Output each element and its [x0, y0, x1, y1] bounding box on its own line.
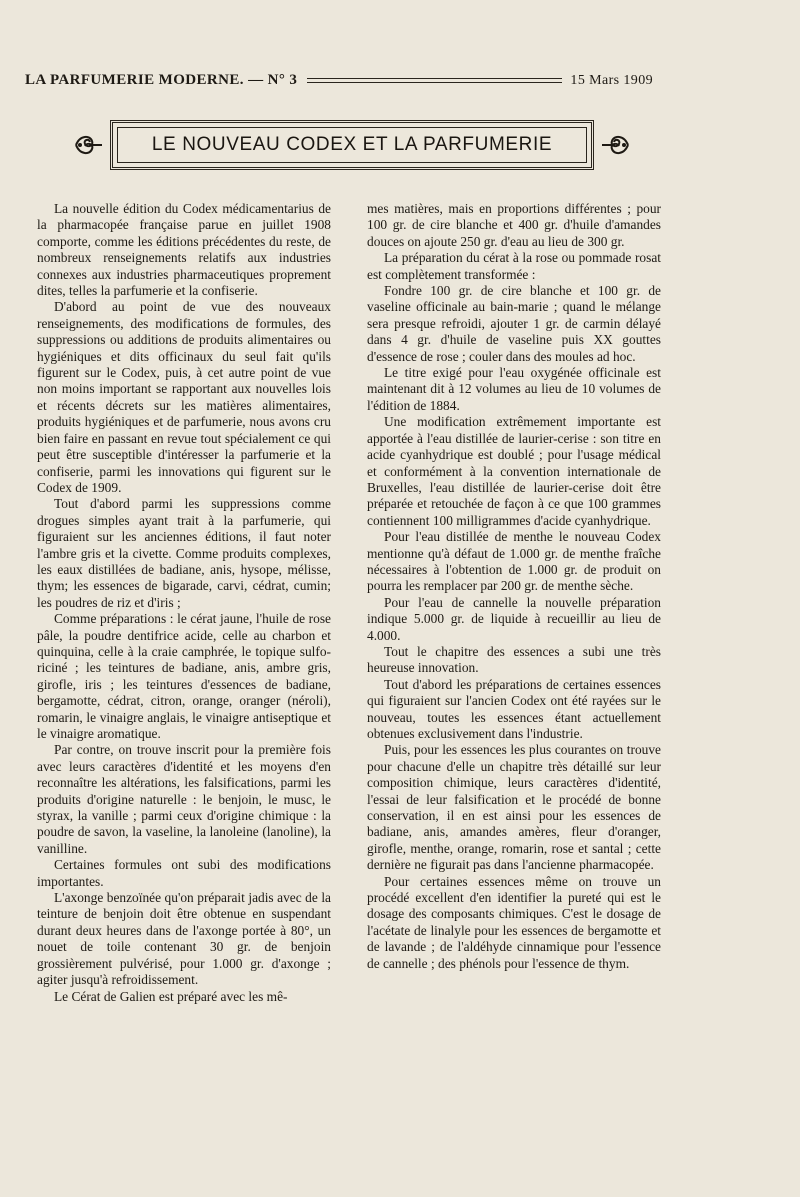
- paragraph: Certaines formules ont subi des modifications importantes.: [37, 857, 331, 889]
- paragraph: Fondre 100 gr. de cire blanche et 100 gr. de vaseline officinale au bain-marie ; quand le mélange sera presque refroidi, ajouter 1 gr. de carmin délayé dans 4 gr. d'huile de vaseline puis XX gouttes d'essence de rose ; couler dans des moules ad hoc.: [367, 283, 661, 364]
- paragraph: Par contre, on trouve inscrit pour la première fois avec leurs caractères d'identité et les moyens d'en reconnaître les altérations, les falsifications, parmi les produits d'origine naturelle : le benjoin, le musc, le styrax, la vanille ; parmi ceux d'origine chimique : la poudre de savon, la vaseline, la lanoleine (lanoline), la vanilline.: [37, 742, 331, 856]
- running-head: [25, 72, 653, 89]
- paragraph: Tout d'abord parmi les suppressions comme drogues simples ayant trait à la parfumerie, qui figuraient sur les anciennes éditions, il faut noter l'ambre gris et la civette. Comme produits complexes, les eaux distillées de badiane, anis, hysope, mélisse, thym; les essences de bigarade, carvi, cédrat, cumin; les poudres de riz et d'iris ;: [37, 496, 331, 610]
- title-frame: [110, 120, 594, 170]
- fleuron-ornament-icon: [72, 129, 104, 161]
- paragraph: Le Cérat de Galien est préparé avec les mê-: [54, 988, 288, 1004]
- paragraph: Puis, pour les essences les plus courantes on trouve pour chacune d'elle un chapitre très détaillé sur leur composition chimique, leurs caractères d'identité, l'essai de leur falsification et le procédé de bonne conservation, il en est ainsi pour les essences de badiane, anis, amandes amères, fleur d'oranger, girofle, menthe, orange, romarin, rose et santal ; cette dernière ne figurait pas dans l'ancienne pharmacopée.: [367, 742, 661, 873]
- left-column: [37, 201, 331, 1005]
- article-title: LE NOUVEAU CODEX ET LA PARFUMERIE: [151, 134, 553, 155]
- paragraph: Tout le chapitre des essences a subi une très heureuse innovation.: [367, 643, 661, 676]
- paragraph: D'abord au point de vue des nouveaux renseignements, des modifications de formules, des suppressions ou additions de produits alimentaires ou hygiéniques et dits officinaux du seul fait qu'ils figurent sur le Codex, puis, à cet autre point de vue non moins important se rapportant aux nouvelles lois et récents décrets sur les matières alimentaires, produits hygiéniques et de parfumerie, nous avons cru bien faire en passant en revue tout spécialement ce qui peut être susceptible d'intéresser la parfumerie et la confiserie, parmi les innovations qui figurent sur le Codex de 1909.: [37, 299, 331, 495]
- right-column: [367, 201, 661, 972]
- paragraph: Comme préparations : le cérat jaune, l'huile de rose pâle, la poudre dentifrice acide, celle au charbon et quinquina, celle à la craie camphrée, le topique sulfo-riciné ; les teintures de badiane, anis, ambre gris, girofle, iris ; les teintures d'essences de badiane, bergamotte, cédrat, citron, orange, oranger (néroli), romarin, le vinaigre anglais, le vinaigre antiseptique et le vinaigre aromatique.: [37, 611, 331, 741]
- paragraph: La nouvelle édition du Codex médicamentarius de la pharmacopée française parue en juillet 1908 comporte, comme les éditions précédentes du reste, de nombreux renseignements relatifs aux industries connexes aux industries pharmaceutiques proprement dites, telles la parfumerie et la confiserie.: [37, 201, 331, 299]
- paragraph: Pour l'eau de cannelle la nouvelle préparation indique 5.000 gr. de liquide à recueillir au lieu de 4.000.: [367, 594, 661, 643]
- paragraph: La préparation du cérat à la rose ou pommade rosat est complètement transformée :: [367, 250, 661, 282]
- paragraph: Tout d'abord les préparations de certaines essences qui figuraient sur l'ancien Codex ont été rayées sur le nouveau, toutes les essences étant actuellement obtenues exclusivement dans l'industrie.: [367, 676, 661, 741]
- paragraph: Le titre exigé pour l'eau oxygénée officinale est maintenant dit à 12 volumes au lieu de 10 volumes de l'édition de 1884.: [367, 365, 661, 413]
- issue-date: 15 Mars 1909: [570, 72, 653, 88]
- header-rule: [307, 78, 562, 83]
- paragraph: mes matières, mais en proportions différentes ; pour 100 gr. de cire blanche et 400 gr. d'huile d'amandes douces on ajoute 250 gr. d'eau au lieu de 300 gr.: [367, 201, 661, 249]
- article-title-block: [72, 120, 632, 170]
- paragraph: L'axonge benzoïnée qu'on préparait jadis avec de la teinture de benjoin doit être obtenue en suspendant durant deux heures dans de l'axonge portée à 80°, un nouet de toile contenant 30 gr. de benjoin grossièrement pulvérisé, pour 1.000 gr. d'axonge ; agiter jusqu'à refroidissement.: [37, 890, 331, 988]
- paragraph: Pour certaines essences même on trouve un procédé excellent d'en identifier la pureté qui est le dosage des composants chimiques. C'est le dosage de l'acétate de linalyle pour les essences de bergamotte et de lavande ; de l'aldéhyde cinnamique pour l'essence de cannelle ; des phénols pour l'essence de thym.: [367, 873, 661, 971]
- paragraph: Pour l'eau distillée de menthe le nouveau Codex mentionne qu'à défaut de 1.000 gr. de menthe fraîche nécessaires à l'obtention de 1.000 gr. de produit on pourra les remplacer par 200 gr. de menthe sèche.: [367, 529, 661, 594]
- fleuron-ornament-icon: [600, 129, 632, 161]
- journal-title: LA PARFUMERIE MODERNE. — N° 3: [25, 72, 298, 88]
- paragraph: Une modification extrêmement importante est apportée à l'eau distillée de laurier-cerise : son titre en acide cyanhydrique est doublé ; pour l'usage médical et conformément à la convention internationale de Bruxelles, l'eau distillée de laurier-cerise doit être préparée et retouchée de façon à ce que 100 grammes contiennent 100 milligrammes d'acide cyanhydrique.: [367, 414, 661, 528]
